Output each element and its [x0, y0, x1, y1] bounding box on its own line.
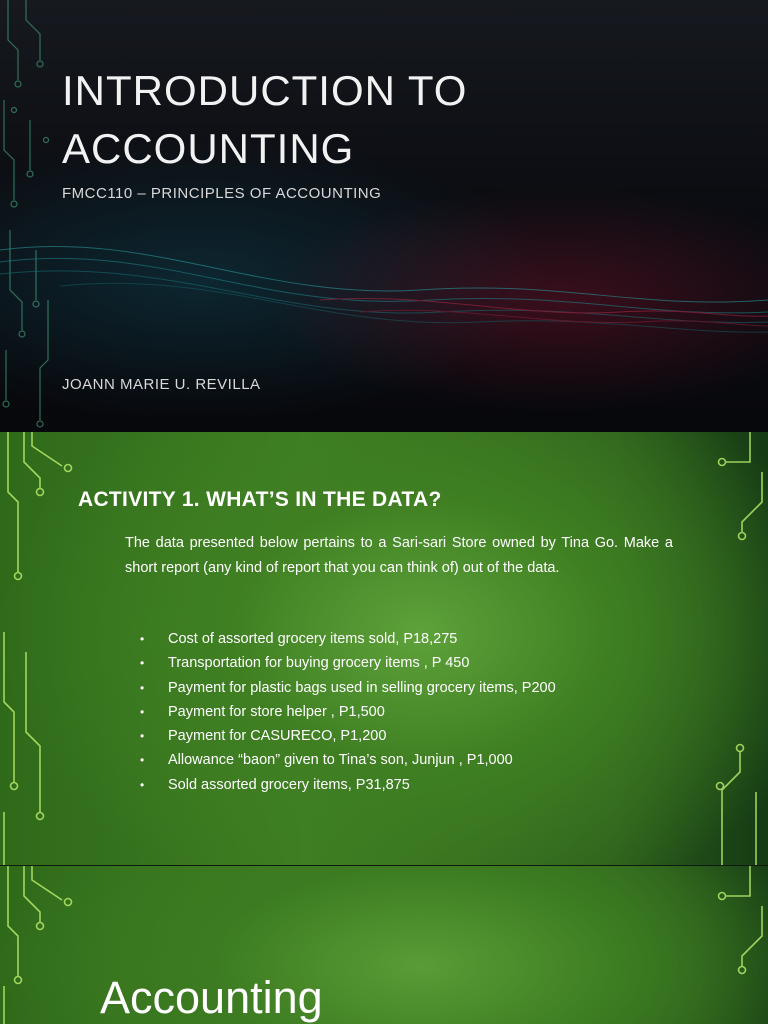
data-list — [140, 627, 700, 797]
list-item — [140, 676, 700, 700]
bullet-icon: • — [140, 729, 145, 744]
list-item — [140, 700, 700, 724]
author-name: JOANN MARIE U. REVILLA — [62, 376, 261, 393]
list-item — [140, 627, 700, 651]
bullet-icon: • — [140, 632, 145, 646]
activity-instructions: The data presented below pertains to a Sari-sari Store owned by Tina Go. Make a short report (any kind of report that you can think of) out of the data. — [125, 535, 673, 576]
title-line-2: ACCOUNTING — [62, 125, 355, 172]
list-item — [140, 651, 700, 675]
bullet-icon: • — [140, 656, 145, 671]
list-item — [140, 724, 700, 748]
bullet-icon: • — [140, 753, 145, 768]
presentation-title — [62, 62, 742, 178]
activity-slide — [0, 432, 768, 865]
bullet-icon: • — [140, 704, 145, 719]
accounting-title: Accounting — [100, 972, 323, 1023]
bullet-icon: • — [140, 680, 145, 695]
list-item — [140, 748, 700, 772]
list-item-text: Sold assorted grocery items, P31,875 — [168, 776, 410, 793]
title-line-1: INTRODUCTION TO — [62, 67, 468, 114]
list-item-text: Payment for plastic bags used in selling grocery items, P200 — [168, 679, 556, 696]
list-item-text: Cost of assorted grocery items sold, P18,275 — [168, 631, 458, 647]
accounting-slide — [0, 866, 768, 1024]
list-item — [140, 773, 700, 797]
title-slide — [0, 0, 768, 432]
bullet-icon: • — [140, 777, 145, 792]
course-subtitle: FMCC110 – PRINCIPLES OF ACCOUNTING — [62, 185, 382, 202]
list-item-text: Payment for store helper , P1,500 — [168, 703, 385, 720]
list-item-text: Payment for CASURECO, P1,200 — [168, 728, 387, 745]
list-item-text: Transportation for buying grocery items , P 450 — [168, 655, 470, 672]
activity-heading: ACTIVITY 1. WHAT’S IN THE DATA? — [78, 488, 442, 511]
list-item-text: Allowance “baon” given to Tina’s son, Junjun , P1,000 — [168, 752, 513, 769]
